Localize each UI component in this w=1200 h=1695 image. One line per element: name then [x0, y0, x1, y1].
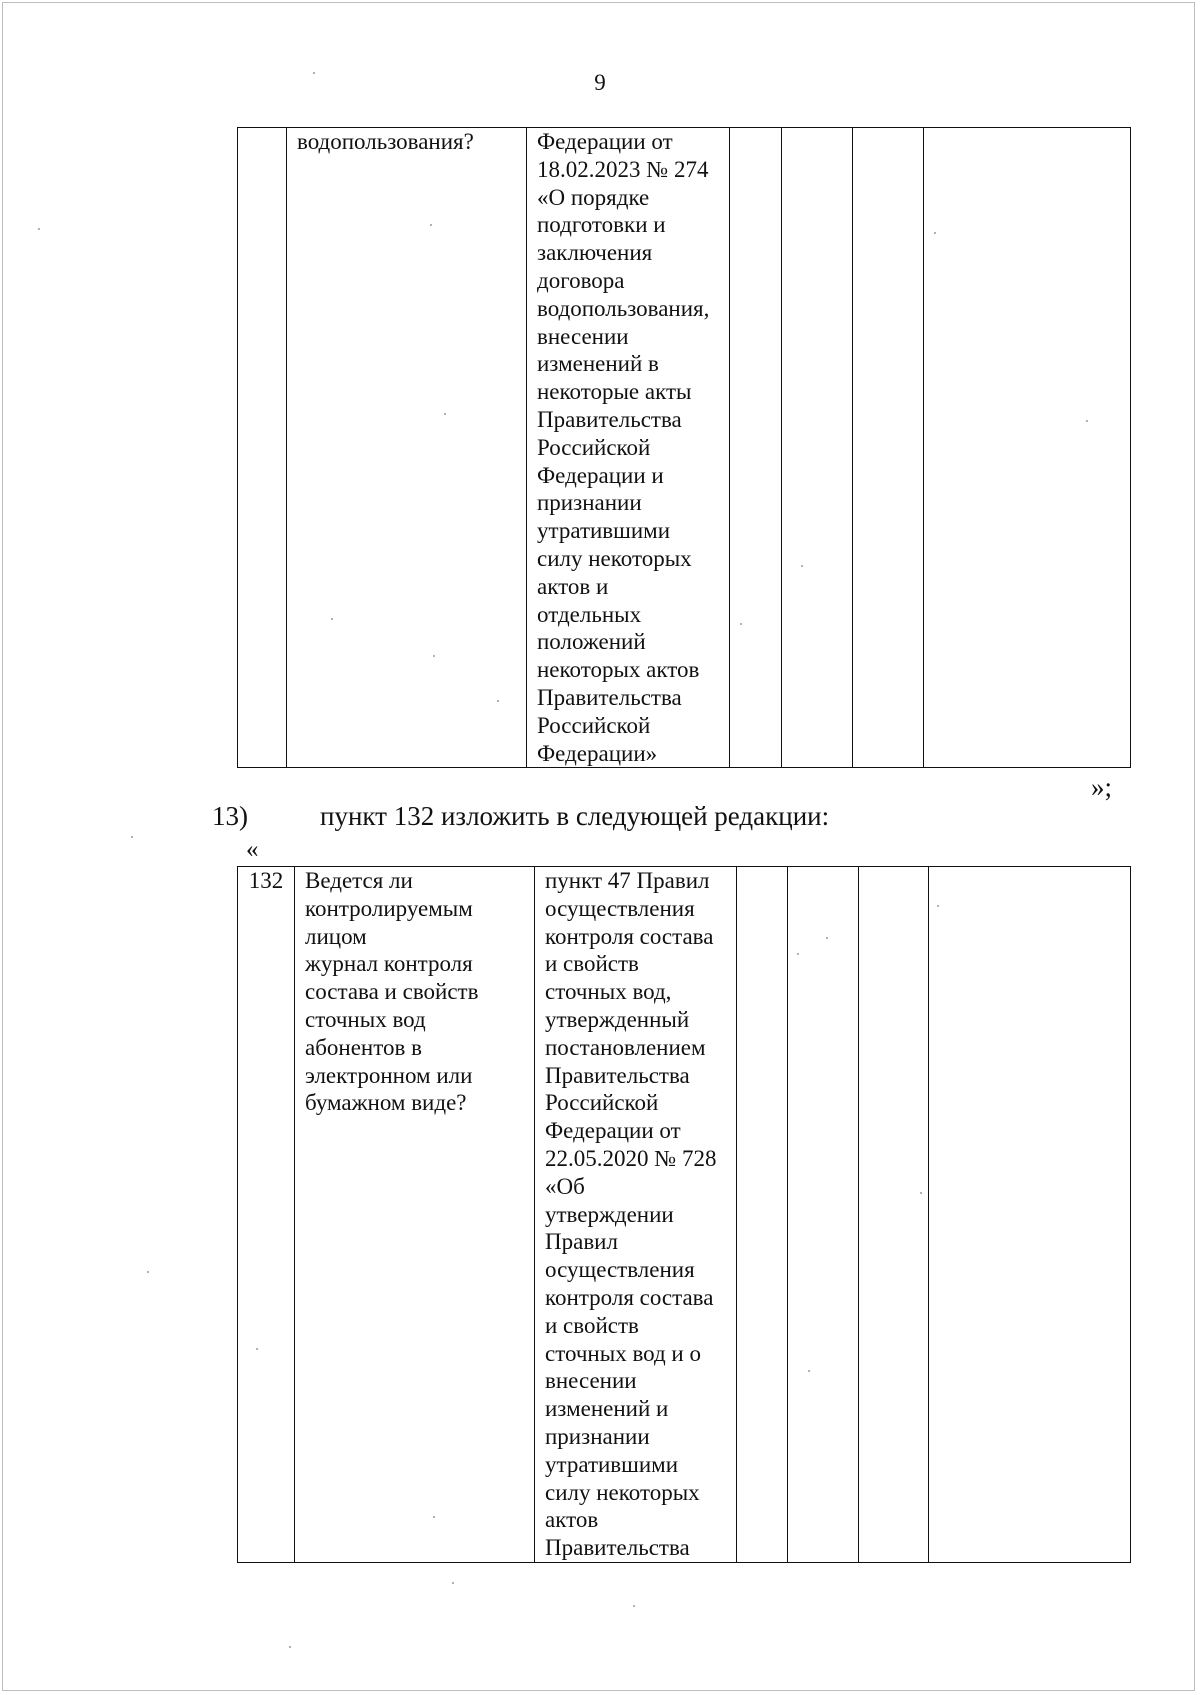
legal-basis-cell: Федерации от 18.02.2023 № 274 «О порядке подготовки и заключения договора водопользования, внесении изменений в некоторые акты Правительства Российской Федерации и признании утратившими силу некоторых актов и отдельных положений некоторых актов Правительства Российской Федерации»	[527, 128, 730, 768]
scan-speck	[331, 618, 333, 620]
row-number-cell: 132	[238, 867, 295, 1563]
scan-speck	[313, 72, 315, 74]
checklist-table-new-item	[237, 866, 1131, 1563]
answer-no-cell	[788, 867, 859, 1563]
scan-speck	[131, 836, 133, 838]
scan-speck	[740, 623, 742, 625]
note-cell	[929, 867, 1131, 1563]
scan-speck	[1086, 420, 1088, 422]
question-cell: Ведется ли контролируемым лицом журнал контроля состава и свойств сточных вод абонентов в электронном или бумажном виде?	[295, 867, 535, 1563]
answer-no-cell	[782, 128, 853, 768]
scan-speck	[497, 700, 499, 702]
item-number: 13)	[212, 801, 248, 831]
opening-quote: «	[246, 836, 259, 863]
closing-quote: »;	[1091, 772, 1113, 802]
scan-speck	[256, 1348, 258, 1350]
scan-speck	[797, 953, 799, 955]
scan-speck	[147, 1271, 149, 1273]
legal-basis-cell: пункт 47 Правил осуществления контроля состава и свойств сточных вод, утвержденный постановлением Правительства Российской Федерации от 22.05.2020 № 728 «Об утверждении Правил осуществления контроля состава и свойств сточных вод и о внесении изменений и признании утратившими силу некоторых актов Правительства	[535, 867, 737, 1563]
scan-speck	[452, 1582, 454, 1584]
scan-speck	[430, 224, 432, 226]
scan-speck	[801, 565, 803, 567]
scan-speck	[920, 1192, 922, 1194]
scan-speck	[433, 1516, 435, 1518]
row-number-cell	[238, 128, 287, 768]
item-text: пункт 132 изложить в следующей редакции:	[320, 801, 830, 831]
answer-not-applicable-cell	[859, 867, 929, 1563]
scan-speck	[937, 905, 939, 907]
page-number: 9	[594, 70, 606, 95]
answer-yes-cell	[737, 867, 788, 1563]
scan-speck	[289, 1646, 291, 1648]
checklist-table-continued	[237, 127, 1131, 768]
scan-speck	[826, 937, 828, 939]
note-cell	[924, 128, 1131, 768]
scan-speck	[433, 655, 435, 657]
scan-speck	[633, 1605, 635, 1607]
scan-speck	[38, 228, 40, 230]
table-row	[238, 128, 1131, 768]
answer-not-applicable-cell	[853, 128, 924, 768]
table-row	[238, 867, 1131, 1563]
scan-speck	[444, 413, 446, 415]
scan-speck	[934, 232, 936, 234]
scan-speck	[808, 1370, 810, 1372]
question-cell: водопользования?	[287, 128, 527, 768]
answer-yes-cell	[730, 128, 782, 768]
